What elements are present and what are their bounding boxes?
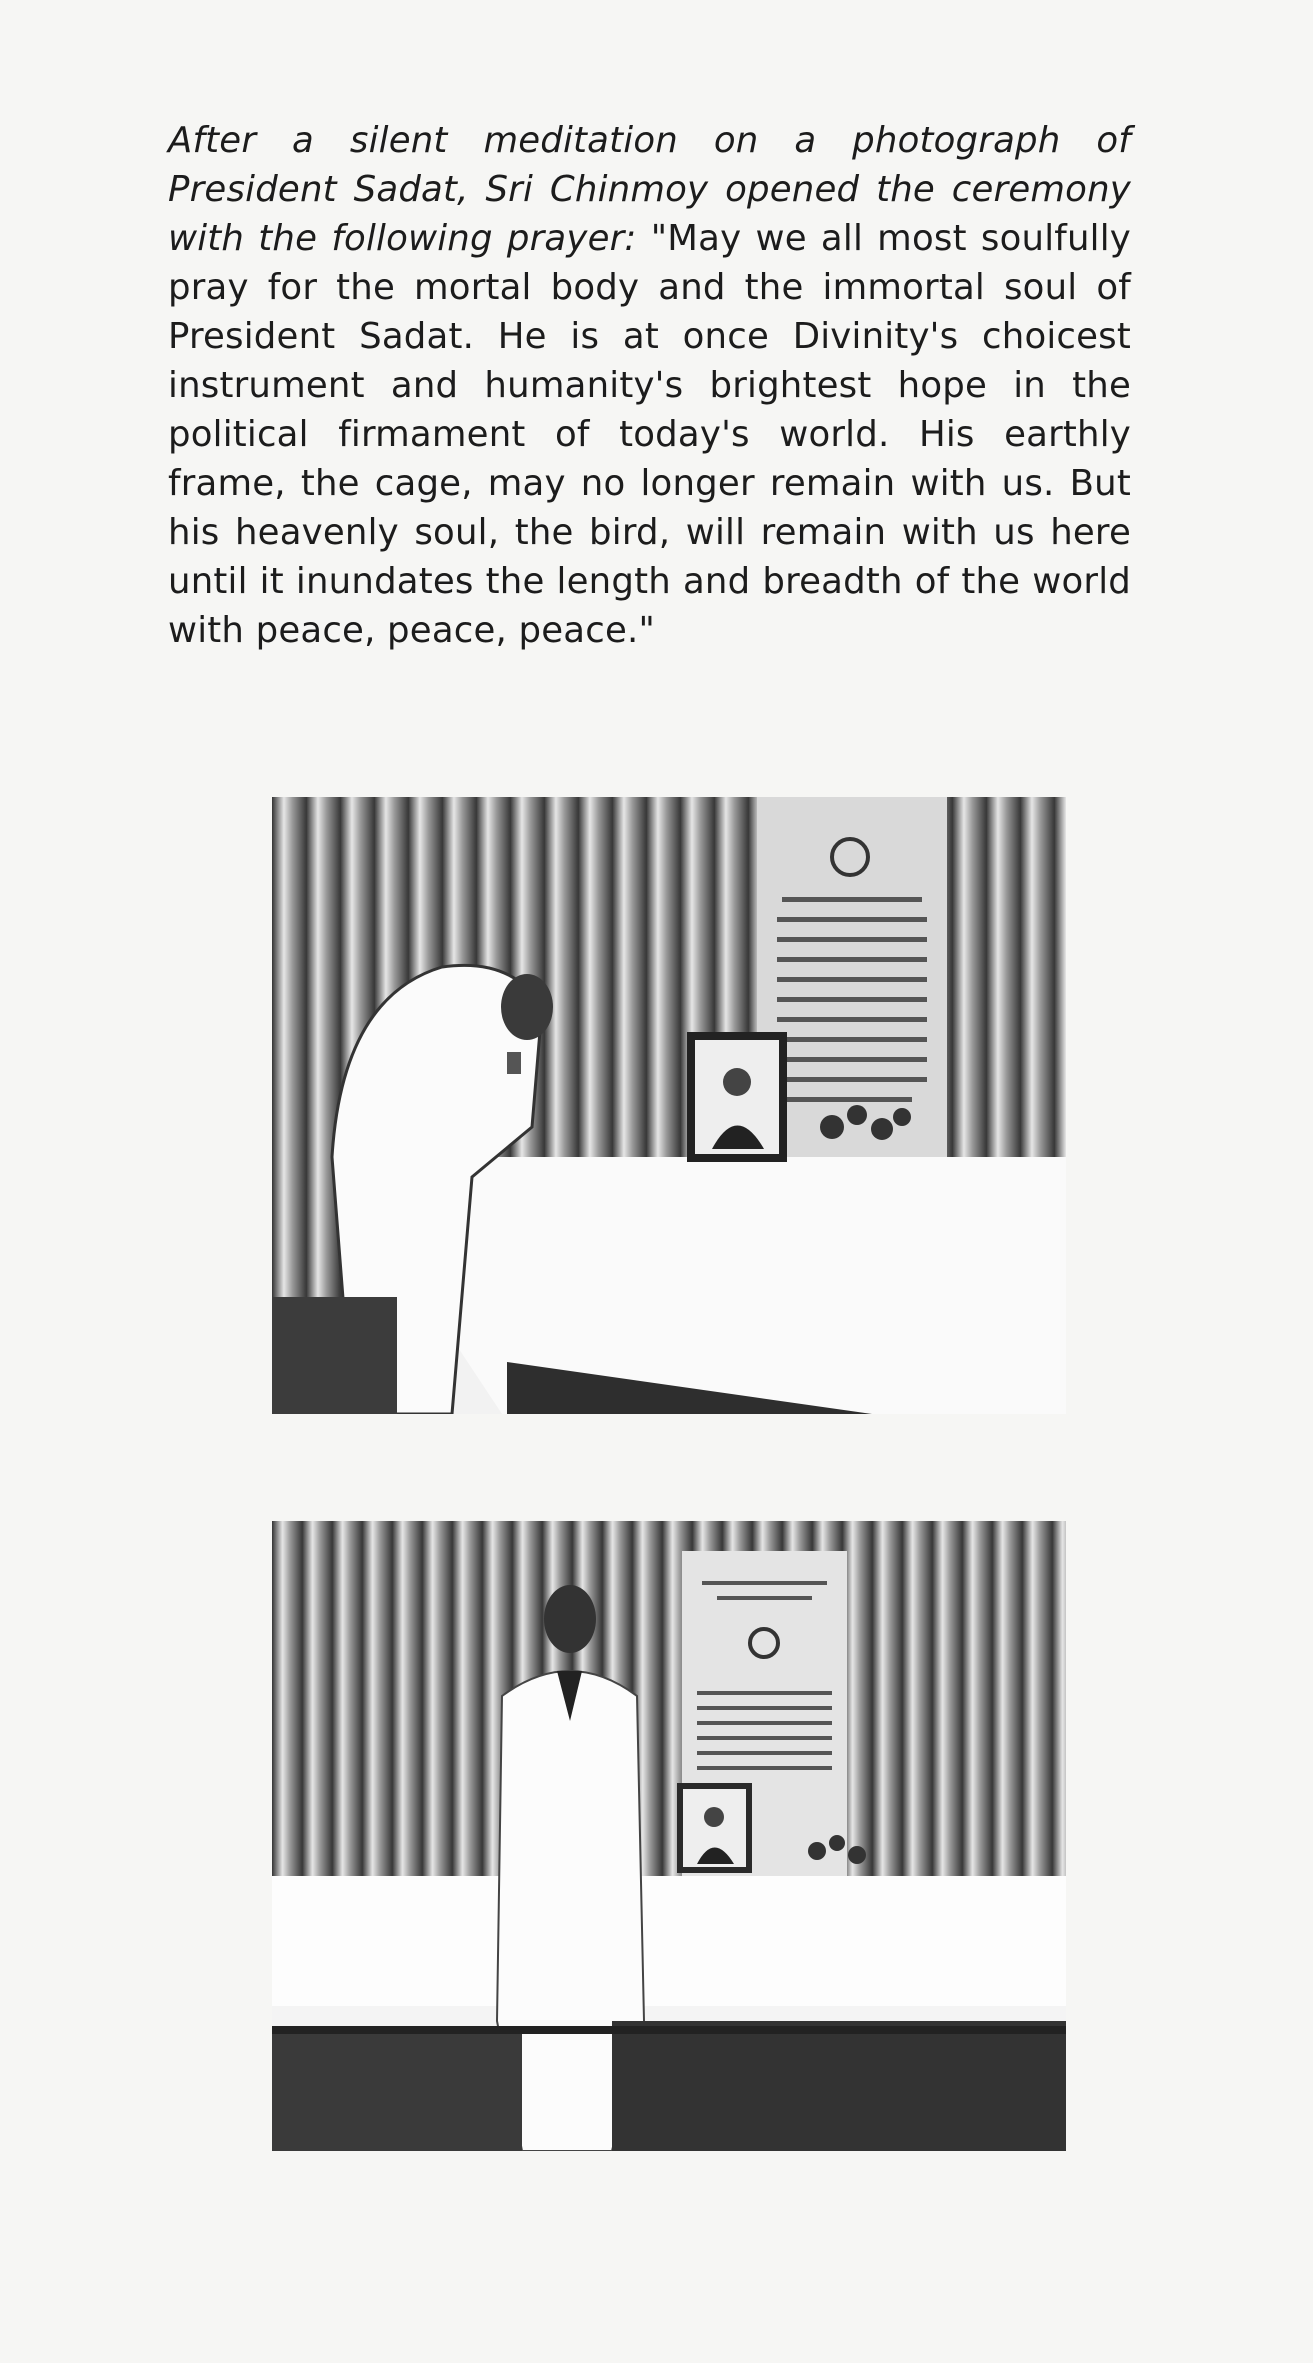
photo-standing-beside-portrait bbox=[272, 1521, 1066, 2151]
bowing-figure-photo-icon bbox=[272, 797, 1066, 1414]
standing-figure-photo-icon bbox=[272, 1521, 1066, 2151]
intro-italic-text: After a silent meditation on a photograph of President Sadat, Sri Chinmoy opened the ceremony with the following prayer: bbox=[168, 120, 1131, 259]
prayer-paragraph bbox=[168, 116, 1131, 655]
prayer-quote-text: "May we all most soulfully pray for the mortal body and the immortal soul of President Sadat. He is at once Divinity's choicest instrument and humanity's brightest hope in the political firmament of today's world. His earthly frame, the cage, may no longer remain with us. But his heavenly soul, the bird, will remain with us here until it inundates the length and breadth of the world with peace, peace, peace." bbox=[168, 218, 1131, 651]
photo-bowing-before-portrait bbox=[272, 797, 1066, 1414]
